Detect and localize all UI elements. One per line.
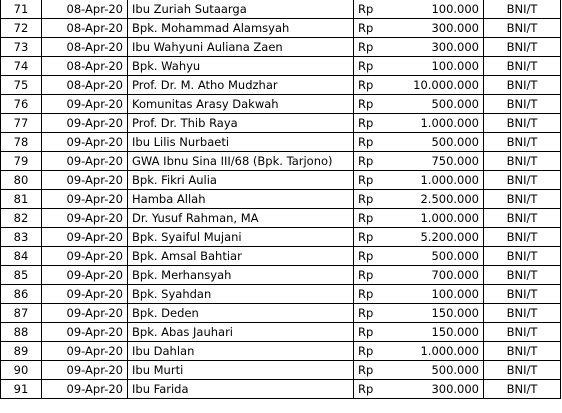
date-cell[interactable]: 09-Apr-20 xyxy=(42,209,128,228)
date-cell[interactable]: 09-Apr-20 xyxy=(42,304,128,323)
table-row xyxy=(1,342,561,361)
date-cell[interactable]: 09-Apr-20 xyxy=(42,380,128,399)
date-cell[interactable]: 09-Apr-20 xyxy=(42,152,128,171)
donor-name-cell[interactable]: Bpk. Abas Jauhari xyxy=(128,323,354,342)
bank-cell[interactable]: BNI/T xyxy=(484,76,561,95)
currency-cell[interactable]: Rp xyxy=(354,152,392,171)
row-number-cell[interactable]: 74 xyxy=(1,57,42,76)
table-row xyxy=(1,323,561,342)
bank-cell[interactable]: BNI/T xyxy=(484,380,561,399)
donor-name-cell[interactable]: Bpk. Merhansyah xyxy=(128,266,354,285)
table-row xyxy=(1,114,561,133)
donor-name-cell[interactable]: Bpk. Fikri Aulia xyxy=(128,171,354,190)
row-number-cell[interactable]: 79 xyxy=(1,152,42,171)
currency-cell[interactable]: Rp xyxy=(354,285,392,304)
currency-cell[interactable]: Rp xyxy=(354,342,392,361)
currency-cell[interactable]: Rp xyxy=(354,114,392,133)
table-row xyxy=(1,266,561,285)
row-number-cell[interactable]: 89 xyxy=(1,342,42,361)
row-number-cell[interactable]: 82 xyxy=(1,209,42,228)
date-cell[interactable]: 09-Apr-20 xyxy=(42,133,128,152)
donor-name-cell[interactable]: Prof. Dr. Thib Raya xyxy=(128,114,354,133)
bank-cell[interactable]: BNI/T xyxy=(484,266,561,285)
row-number-cell[interactable]: 88 xyxy=(1,323,42,342)
amount-cell[interactable]: 300.000 xyxy=(392,38,484,57)
amount-cell[interactable]: 100.000 xyxy=(392,57,484,76)
bank-cell[interactable]: BNI/T xyxy=(484,361,561,380)
donor-name-cell[interactable]: Ibu Dahlan xyxy=(128,342,354,361)
currency-cell[interactable]: Rp xyxy=(354,133,392,152)
bank-cell[interactable]: BNI/T xyxy=(484,190,561,209)
currency-cell[interactable]: Rp xyxy=(354,361,392,380)
row-number-cell[interactable]: 78 xyxy=(1,133,42,152)
amount-cell[interactable]: 500.000 xyxy=(392,247,484,266)
date-cell[interactable]: 09-Apr-20 xyxy=(42,190,128,209)
currency-cell[interactable]: Rp xyxy=(354,95,392,114)
currency-cell[interactable]: Rp xyxy=(354,0,392,19)
row-number-cell[interactable]: 86 xyxy=(1,285,42,304)
amount-cell[interactable]: 500.000 xyxy=(392,133,484,152)
date-cell[interactable]: 09-Apr-20 xyxy=(42,171,128,190)
donor-name-cell[interactable]: Bpk. Deden xyxy=(128,304,354,323)
date-cell[interactable]: 09-Apr-20 xyxy=(42,228,128,247)
date-cell[interactable]: 08-Apr-20 xyxy=(42,19,128,38)
amount-cell[interactable]: 1.000.000 xyxy=(392,114,484,133)
row-number-cell[interactable]: 84 xyxy=(1,247,42,266)
table-row xyxy=(1,361,561,380)
donor-name-cell[interactable]: Ibu Lilis Nurbaeti xyxy=(128,133,354,152)
bank-cell[interactable]: BNI/T xyxy=(484,114,561,133)
row-number-cell[interactable]: 71 xyxy=(1,0,42,19)
donor-name-cell[interactable]: Bpk. Wahyu xyxy=(128,57,354,76)
amount-cell[interactable]: 150.000 xyxy=(392,304,484,323)
table-row xyxy=(1,228,561,247)
currency-cell[interactable]: Rp xyxy=(354,171,392,190)
currency-cell[interactable]: Rp xyxy=(354,247,392,266)
table-row xyxy=(1,76,561,95)
table-row xyxy=(1,209,561,228)
row-number-cell[interactable]: 75 xyxy=(1,76,42,95)
row-number-cell[interactable]: 76 xyxy=(1,95,42,114)
bank-cell[interactable]: BNI/T xyxy=(484,95,561,114)
donor-name-cell[interactable]: Bpk. Syahdan xyxy=(128,285,354,304)
table-row xyxy=(1,304,561,323)
table-row xyxy=(1,95,561,114)
date-cell[interactable]: 09-Apr-20 xyxy=(42,114,128,133)
date-cell[interactable]: 08-Apr-20 xyxy=(42,57,128,76)
bank-cell[interactable]: BNI/T xyxy=(484,152,561,171)
row-number-cell[interactable]: 83 xyxy=(1,228,42,247)
bank-cell[interactable]: BNI/T xyxy=(484,57,561,76)
bank-cell[interactable]: BNI/T xyxy=(484,133,561,152)
donor-name-cell[interactable]: Ibu Murti xyxy=(128,361,354,380)
currency-cell[interactable]: Rp xyxy=(354,57,392,76)
date-cell[interactable]: 09-Apr-20 xyxy=(42,95,128,114)
table-row xyxy=(1,171,561,190)
bank-cell[interactable]: BNI/T xyxy=(484,247,561,266)
amount-cell[interactable]: 700.000 xyxy=(392,266,484,285)
amount-cell[interactable]: 300.000 xyxy=(392,380,484,399)
row-number-cell[interactable]: 91 xyxy=(1,380,42,399)
date-cell[interactable]: 09-Apr-20 xyxy=(42,285,128,304)
date-cell[interactable]: 09-Apr-20 xyxy=(42,342,128,361)
donor-name-cell[interactable]: GWA Ibnu Sina III/68 (Bpk. Tarjono) xyxy=(128,152,354,171)
row-number-cell[interactable]: 72 xyxy=(1,19,42,38)
amount-cell[interactable]: 300.000 xyxy=(392,19,484,38)
amount-cell[interactable]: 2.500.000 xyxy=(392,190,484,209)
table-row xyxy=(1,19,561,38)
currency-cell[interactable]: Rp xyxy=(354,228,392,247)
amount-cell[interactable]: 5.200.000 xyxy=(392,228,484,247)
amount-cell[interactable]: 100.000 xyxy=(392,0,484,19)
bank-cell[interactable]: BNI/T xyxy=(484,0,561,19)
date-cell[interactable]: 09-Apr-20 xyxy=(42,266,128,285)
bank-cell[interactable]: BNI/T xyxy=(484,285,561,304)
bank-cell[interactable]: BNI/T xyxy=(484,304,561,323)
table-row xyxy=(1,0,561,19)
table-row xyxy=(1,380,561,399)
table-row xyxy=(1,152,561,171)
bank-cell[interactable]: BNI/T xyxy=(484,228,561,247)
row-number-cell[interactable]: 80 xyxy=(1,171,42,190)
currency-cell[interactable]: Rp xyxy=(354,304,392,323)
amount-cell[interactable]: 150.000 xyxy=(392,323,484,342)
bank-cell[interactable]: BNI/T xyxy=(484,38,561,57)
currency-cell[interactable]: Rp xyxy=(354,323,392,342)
amount-cell[interactable]: 500.000 xyxy=(392,361,484,380)
bank-cell[interactable]: BNI/T xyxy=(484,342,561,361)
currency-cell[interactable]: Rp xyxy=(354,38,392,57)
date-cell[interactable]: 09-Apr-20 xyxy=(42,361,128,380)
date-cell[interactable]: 08-Apr-20 xyxy=(42,38,128,57)
amount-cell[interactable]: 1.000.000 xyxy=(392,342,484,361)
currency-cell[interactable]: Rp xyxy=(354,266,392,285)
date-cell[interactable]: 08-Apr-20 xyxy=(42,0,128,19)
bank-cell[interactable]: BNI/T xyxy=(484,323,561,342)
currency-cell[interactable]: Rp xyxy=(354,19,392,38)
bank-cell[interactable]: BNI/T xyxy=(484,19,561,38)
table-body xyxy=(1,0,561,399)
amount-cell[interactable]: 10.000.000 xyxy=(392,76,484,95)
currency-cell[interactable]: Rp xyxy=(354,76,392,95)
donor-name-cell[interactable]: Bpk. Amsal Bahtiar xyxy=(128,247,354,266)
donor-name-cell[interactable]: Ibu Wahyuni Auliana Zaen xyxy=(128,38,354,57)
amount-cell[interactable]: 100.000 xyxy=(392,285,484,304)
amount-cell[interactable]: 1.000.000 xyxy=(392,209,484,228)
row-number-cell[interactable]: 87 xyxy=(1,304,42,323)
table-row xyxy=(1,38,561,57)
donor-name-cell[interactable]: Komunitas Arasy Dakwah xyxy=(128,95,354,114)
donor-name-cell[interactable]: Bpk. Syaiful Mujani xyxy=(128,228,354,247)
donor-name-cell[interactable]: Prof. Dr. M. Atho Mudzhar xyxy=(128,76,354,95)
currency-cell[interactable]: Rp xyxy=(354,380,392,399)
date-cell[interactable]: 08-Apr-20 xyxy=(42,76,128,95)
row-number-cell[interactable]: 90 xyxy=(1,361,42,380)
row-number-cell[interactable]: 81 xyxy=(1,190,42,209)
donor-name-cell[interactable]: Bpk. Mohammad Alamsyah xyxy=(128,19,354,38)
row-number-cell[interactable]: 85 xyxy=(1,266,42,285)
amount-cell[interactable]: 1.000.000 xyxy=(392,171,484,190)
table-row xyxy=(1,285,561,304)
bank-cell[interactable]: BNI/T xyxy=(484,209,561,228)
amount-cell[interactable]: 750.000 xyxy=(392,152,484,171)
donor-name-cell[interactable]: Dr. Yusuf Rahman, MA xyxy=(128,209,354,228)
row-number-cell[interactable]: 73 xyxy=(1,38,42,57)
row-number-cell[interactable]: 77 xyxy=(1,114,42,133)
bank-cell[interactable]: BNI/T xyxy=(484,171,561,190)
table-row xyxy=(1,133,561,152)
date-cell[interactable]: 09-Apr-20 xyxy=(42,247,128,266)
table-row xyxy=(1,190,561,209)
currency-cell[interactable]: Rp xyxy=(354,190,392,209)
donor-name-cell[interactable]: Ibu Zuriah Sutaarga xyxy=(128,0,354,19)
donor-name-cell[interactable]: Ibu Farida xyxy=(128,380,354,399)
date-cell[interactable]: 09-Apr-20 xyxy=(42,323,128,342)
table-row xyxy=(1,247,561,266)
amount-cell[interactable]: 500.000 xyxy=(392,95,484,114)
donor-name-cell[interactable]: Hamba Allah xyxy=(128,190,354,209)
currency-cell[interactable]: Rp xyxy=(354,209,392,228)
table-row xyxy=(1,57,561,76)
